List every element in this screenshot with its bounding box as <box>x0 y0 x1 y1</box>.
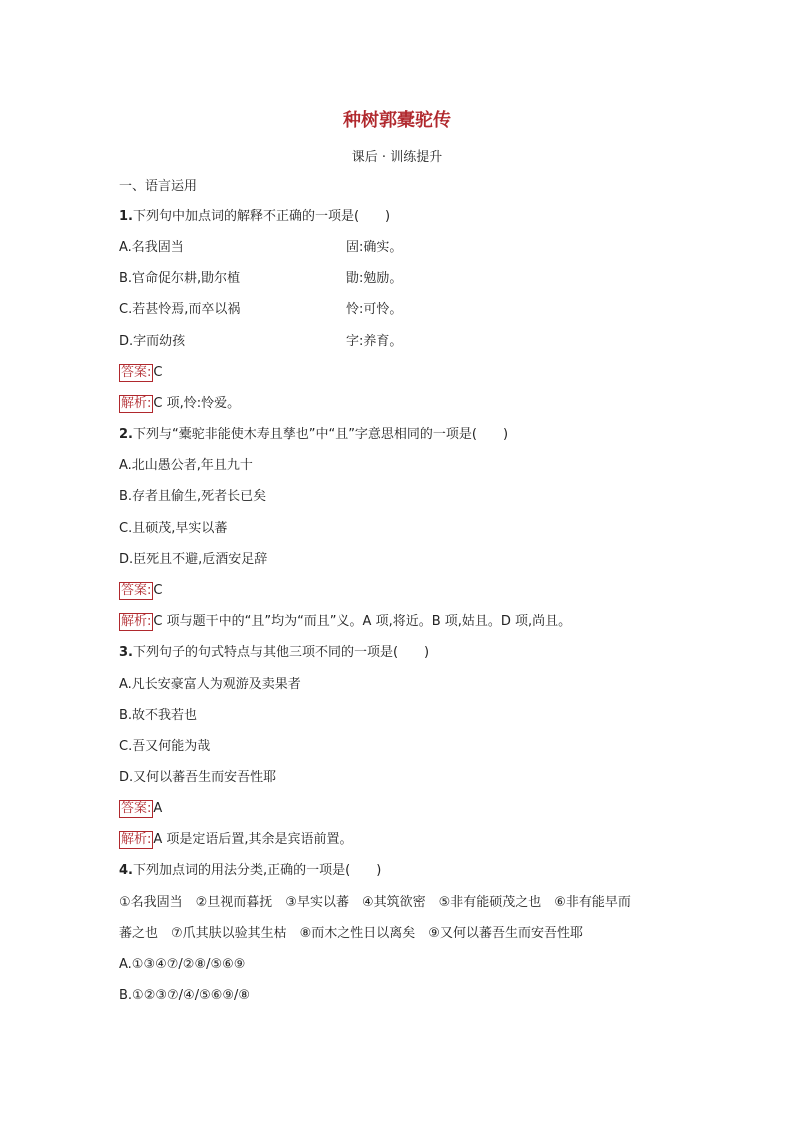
question-number: 3. <box>119 645 133 660</box>
q1-gloss-d: 字:养育。 <box>346 334 403 349</box>
question-3-stem <box>119 644 429 662</box>
q2-option-d: D.臣死且不避,卮酒安足辞 <box>119 552 268 567</box>
answer-tag: 答案: <box>121 583 152 598</box>
q2-option-c: C.且硕茂,早实以蕃 <box>119 521 228 536</box>
q1-gloss-c: 怜:可怜。 <box>346 302 403 317</box>
q1-gloss-b: 勖:勉励。 <box>346 271 403 286</box>
q1-answer <box>119 364 162 382</box>
question-text: 下列与“橐驼非能使木寿且孳也”中“且”字意思相同的一项是( ) <box>132 427 509 442</box>
q1-option-a: A.名我固当 <box>119 240 184 255</box>
analysis-text: C 项,怜:怜爱。 <box>153 396 241 411</box>
q2-answer <box>119 582 162 600</box>
q2-option-b: B.存者且偷生,死者长已矣 <box>119 489 267 504</box>
q1-analysis <box>119 395 240 413</box>
answer-value: A <box>153 801 163 816</box>
q4-option-a: A.①③④⑦/②⑧/⑤⑥⑨ <box>119 957 246 972</box>
answer-tag: 答案: <box>121 365 152 380</box>
q3-option-b: B.故不我若也 <box>119 708 198 723</box>
question-text: 下列句子的句式特点与其他三项不同的一项是( ) <box>132 645 430 660</box>
q2-option-a: A.北山愚公者,年且九十 <box>119 458 253 473</box>
question-text: 下列句中加点词的解释不正确的一项是( ) <box>132 209 391 224</box>
q3-answer <box>119 800 162 818</box>
question-text: 下列加点词的用法分类,正确的一项是( ) <box>132 863 382 878</box>
analysis-tag: 解析: <box>121 396 152 411</box>
q1-gloss-a: 固:确实。 <box>346 240 403 255</box>
q1-option-b: B.官命促尔耕,勖尔植 <box>119 271 241 286</box>
question-1-stem <box>119 208 390 226</box>
q1-option-c: C.若甚怜焉,而卒以祸 <box>119 302 241 317</box>
analysis-tag: 解析: <box>121 832 152 847</box>
analysis-text: C 项与题干中的“且”均为“而且”义。A 项,将近。B 项,姑且。D 项,尚且。 <box>153 614 572 629</box>
page-title: 种树郭橐驼传 <box>343 110 451 131</box>
question-number: 4. <box>119 863 133 878</box>
q4-items-line-1: ①名我固当 ②旦视而暮抚 ③早实以蕃 ④其筑欲密 ⑤非有能硕茂之也 ⑥非有能早而 <box>119 895 631 910</box>
q3-option-d: D.又何以蕃吾生而安吾性耶 <box>119 770 277 785</box>
question-4-stem <box>119 862 381 880</box>
q3-analysis <box>119 831 353 849</box>
answer-value: C <box>153 365 163 380</box>
answer-value: C <box>153 583 163 598</box>
section-heading: 一、语言运用 <box>119 179 198 194</box>
analysis-tag: 解析: <box>121 614 152 629</box>
q3-option-c: C.吾又何能为哉 <box>119 739 211 754</box>
question-number: 1. <box>119 209 133 224</box>
q3-option-a: A.凡长安豪富人为观游及卖果者 <box>119 677 301 692</box>
q4-items-line-2: 蕃之也 ⑦爪其肤以验其生枯 ⑧而木之性日以离矣 ⑨又何以蕃吾生而安吾性耶 <box>119 926 583 941</box>
page-subtitle: 课后 · 训练提升 <box>351 150 443 165</box>
answer-tag: 答案: <box>121 801 152 816</box>
analysis-text: A 项是定语后置,其余是宾语前置。 <box>153 832 353 847</box>
question-number: 2. <box>119 427 133 442</box>
q4-option-b: B.①②③⑦/④/⑤⑥⑨/⑧ <box>119 988 251 1003</box>
q2-analysis <box>119 613 571 631</box>
question-2-stem <box>119 426 508 444</box>
q1-option-d: D.字而幼孩 <box>119 334 186 349</box>
